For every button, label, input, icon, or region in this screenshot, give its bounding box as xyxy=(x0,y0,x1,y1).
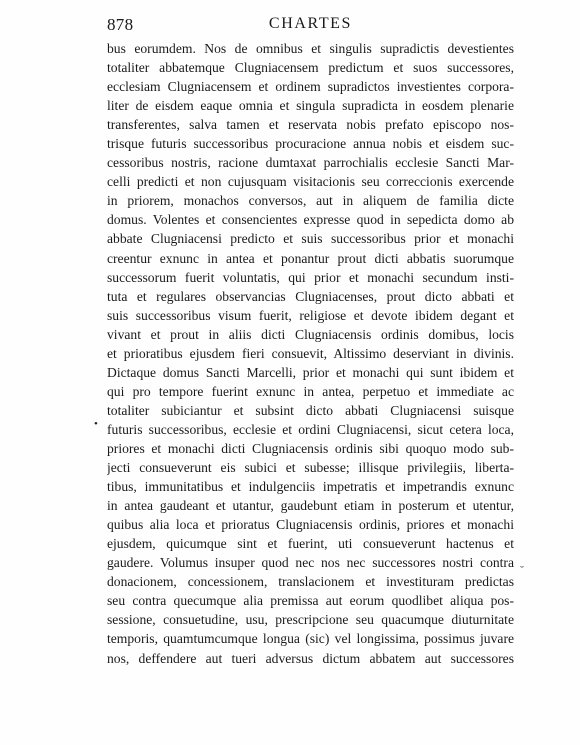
text-line: liter de eisdem eaque omnia et singula supradicta in eosdem plenarie xyxy=(107,98,514,114)
text-line: tibus, immunitatibus et indulgenciis impetratis et impetrandis exnunc xyxy=(107,479,514,495)
text-line: priores et monachi dicti Clugniacensis ordinis sibi quoquo modo sub- xyxy=(107,440,514,456)
text-line: celli predicti et non cujusquam visitacionis seu correccionis exercende xyxy=(107,174,514,190)
text-line: et prioratibus ejusdem fieri consuevit, Altissimo deserviant in divinis. xyxy=(107,345,514,361)
text-line: suis successoribus visum fuerit, religiose et devote ibidem degant et xyxy=(107,307,514,323)
text-line: transferentes, salva tamen et reservata nobis prefato episcopo nos- xyxy=(107,117,514,133)
text-line: futuris successoribus, ecclesie et ordini Clugniacensi, sicut cetera loca, xyxy=(107,421,514,437)
text-line: sessione, consuetudine, usu, prescripcione seu quacumque diuturnitate xyxy=(107,612,514,628)
text-line: creentur exnunc in antea et ponantur prout dicti abbatis suorumque xyxy=(107,250,514,266)
text-line: tuta et regulares observancias Clugniacenses, prout dicto abbati et xyxy=(107,288,514,304)
text-line: vivant et prout in aliis dicti Clugniacensis ordinis domibus, locis xyxy=(107,326,514,342)
text-line: Dictaque domus Sancti Marcelli, prior et monachi qui sunt ibidem et xyxy=(107,364,514,380)
text-line: totaliter abbatemque Clugniacensem predictum et suos successores, xyxy=(107,60,514,76)
running-title: CHARTES xyxy=(268,15,353,32)
text-line: abbate Clugniacensi predicto et suis successoribus prior et monachi xyxy=(107,231,514,247)
text-line: jecti consueverunt eis subici et subesse; illisque privilegiis, liberta- xyxy=(107,460,514,476)
text-line: quibus alia loca et prioratus Clugniacensis ordinis, priores et monachi xyxy=(107,517,514,533)
text-line: gaudere. Volumus insuper quod nec nos nec successores nostri contra xyxy=(107,555,514,571)
text-line: totaliter subiciantur et subsint dicto abbati Clugniacensi suisque xyxy=(107,402,514,418)
body-text xyxy=(107,39,514,668)
text-line: seu contra quecumque alia premissa aut eorum quodlibet aliqua pos- xyxy=(107,593,514,609)
page-header xyxy=(107,15,514,39)
text-line: in priorem, monachos conversos, aut in aliquem de familia dicte xyxy=(107,193,514,209)
margin-dot-mark: • xyxy=(94,418,98,430)
text-line: cessoribus nostris, racione dumtaxat parrochialis ecclesie Sancti Mar- xyxy=(107,155,514,171)
text-line: ecclesiam Clugniacensem et ordinem supradictos investientes corpora- xyxy=(107,79,514,95)
text-line: trisque futuris successoribus procuracione annua nobis et eisdem suc- xyxy=(107,136,514,152)
text-line: nos, deffendere aut tueri adversus dictum abbatem aut successores xyxy=(107,650,514,666)
margin-tick-mark: ˘ xyxy=(520,563,524,577)
text-line: ejusdem, quicumque sint et fuerint, uti consueverunt hactenus et xyxy=(107,536,514,552)
text-line: domus. Volentes et consencientes expresse quod in sepedicta domo ab xyxy=(107,212,514,228)
page-number: 878 xyxy=(107,15,134,34)
text-line: donacionem, concessionem, translacionem et investituram predictas xyxy=(107,574,514,590)
text-line: in antea gaudeant et utantur, gaudebunt etiam in posterum et utentur, xyxy=(107,498,514,514)
text-line: successorum fuerit voluntatis, qui prior et monachi secundum insti- xyxy=(107,269,514,285)
text-line: bus eorumdem. Nos de omnibus et singulis supradictis devestientes xyxy=(107,41,514,56)
text-line: temporis, quamtumcumque longua (sic) vel longissima, possimus juvare xyxy=(107,631,514,647)
text-line: qui pro tempore fuerint exnunc in antea, perpetuo et immediate ac xyxy=(107,383,514,399)
